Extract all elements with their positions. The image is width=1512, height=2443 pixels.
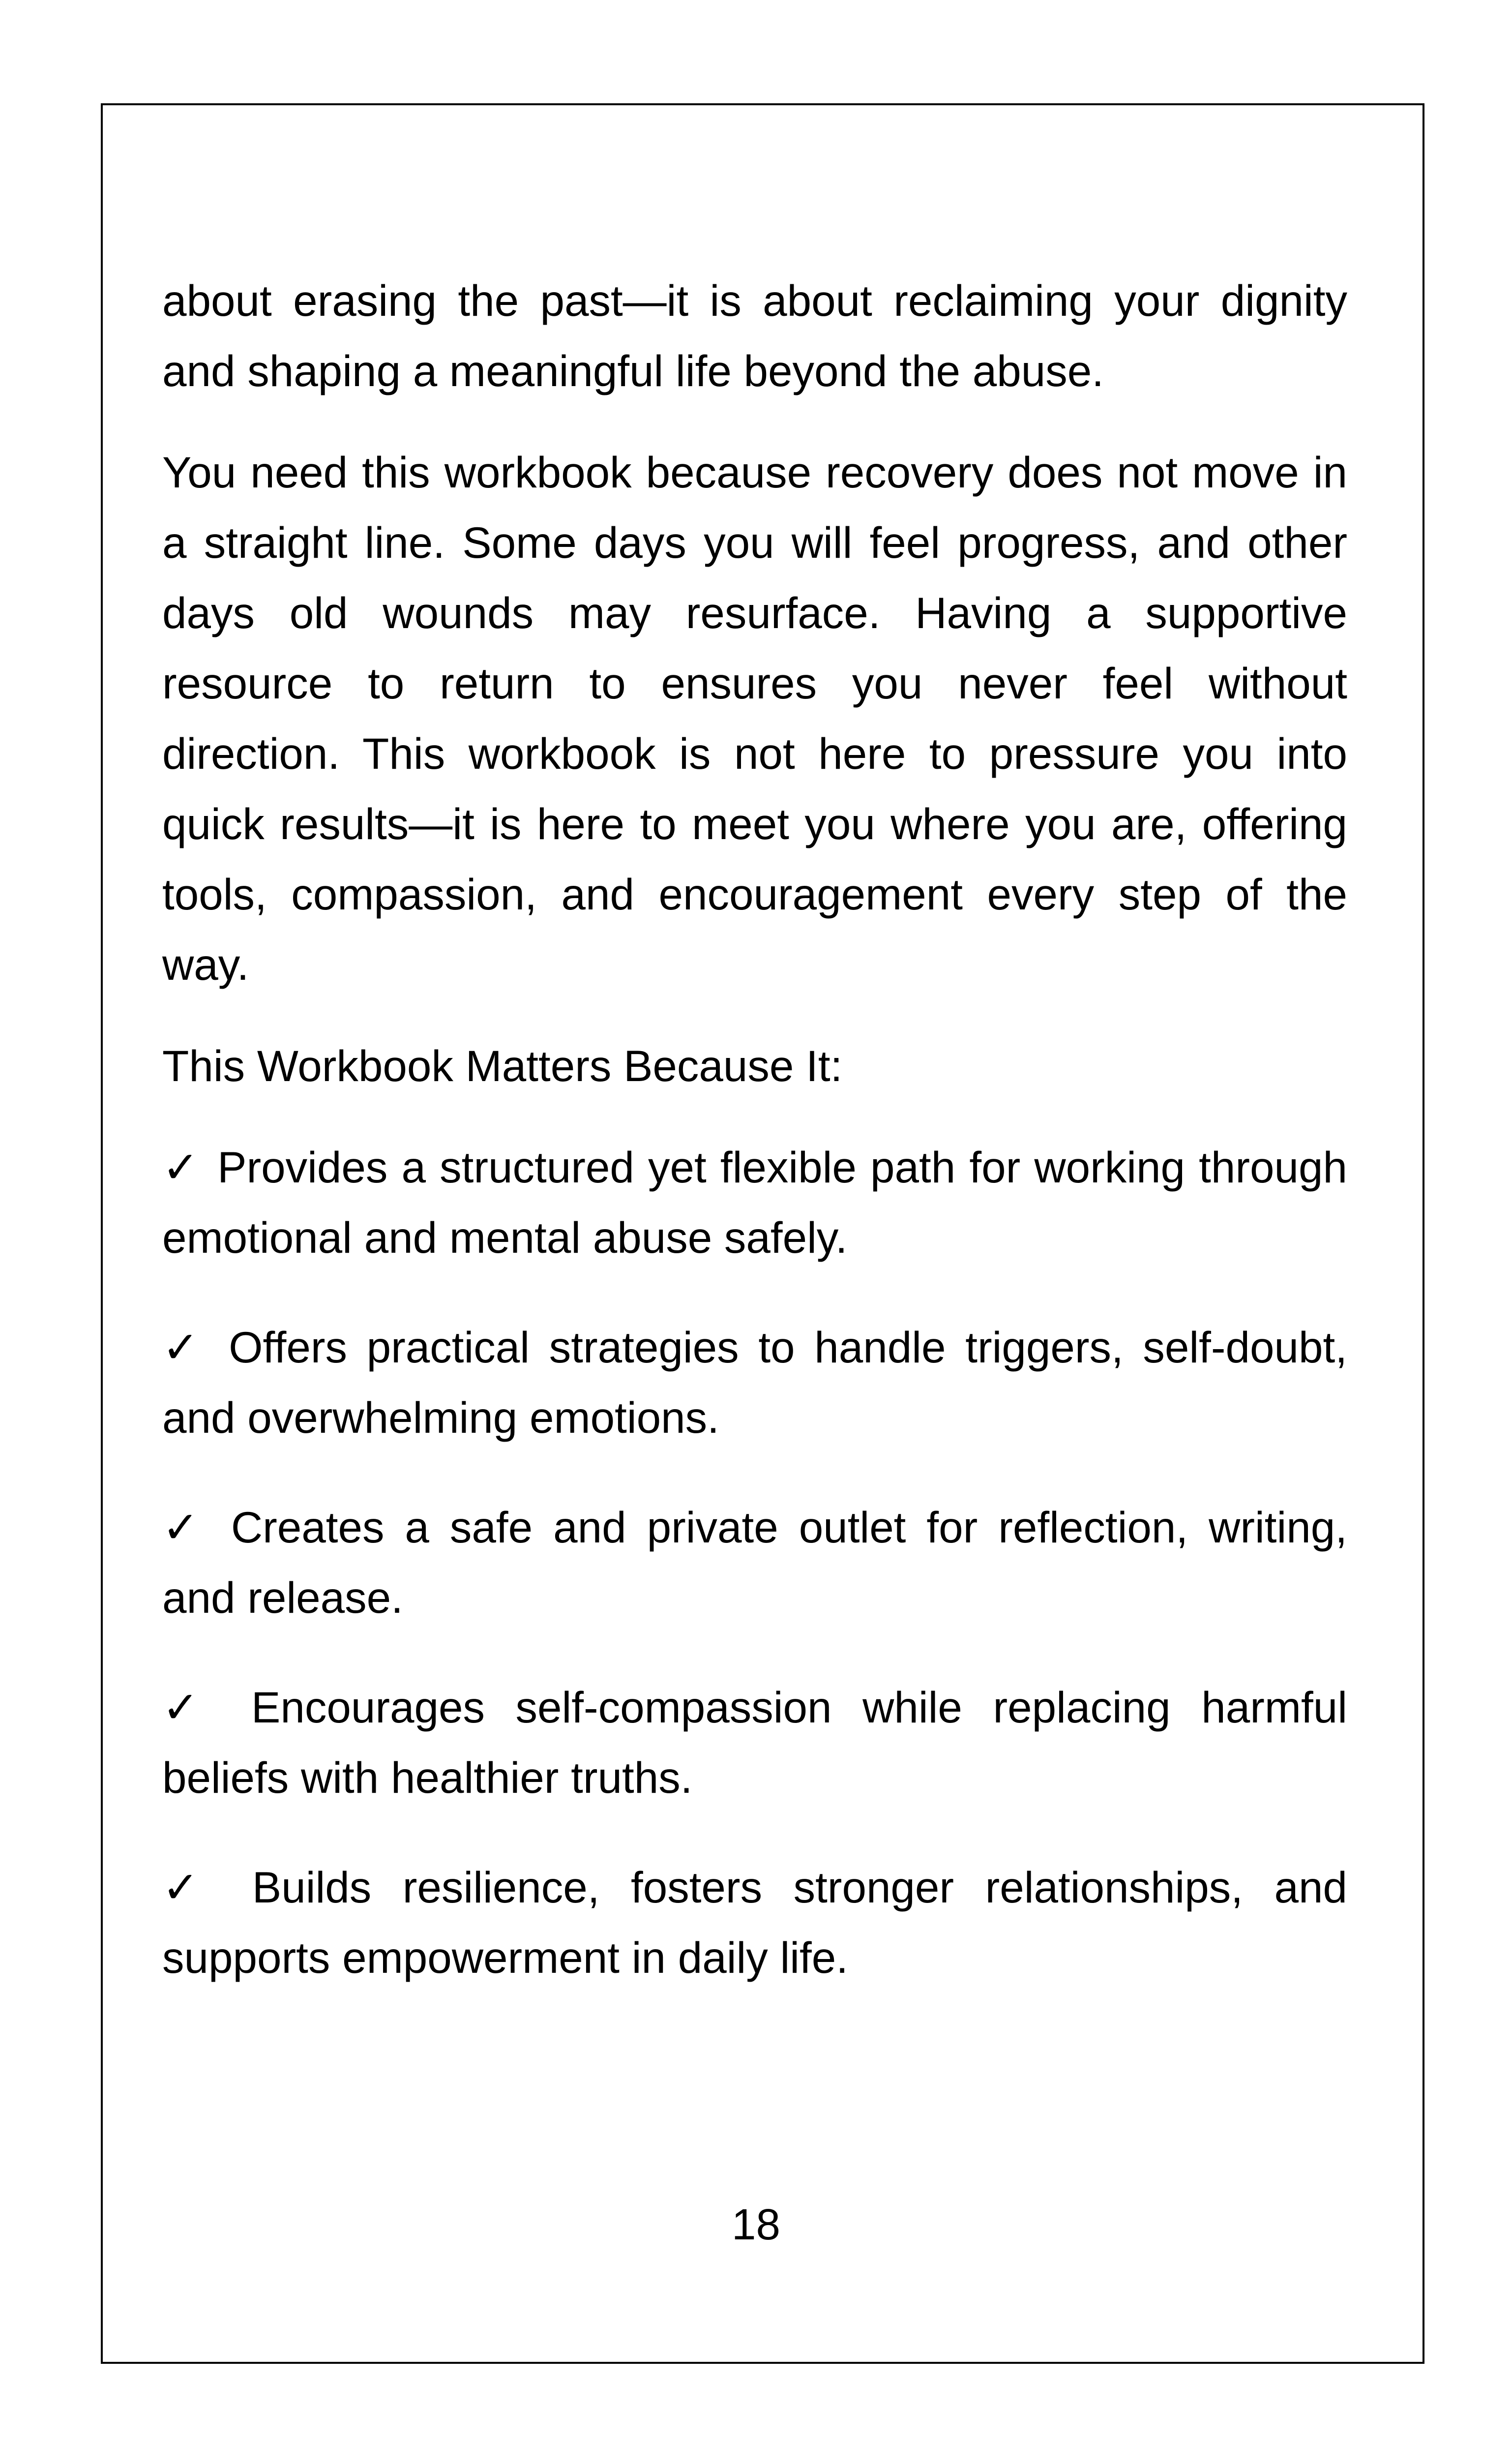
list-item	[162, 1852, 1347, 1993]
list-item-text: Builds resilience, fosters stronger relationships, and supports empowerment in daily life.	[162, 1863, 1347, 1982]
list-heading: This Workbook Matters Because It:	[162, 1041, 843, 1090]
list-item	[162, 1492, 1347, 1633]
page-content	[162, 266, 1347, 2032]
list-item-text: Provides a structured yet flexible path for working through emotional and mental abuse safely.	[162, 1143, 1347, 1262]
page-number: 18	[732, 2200, 780, 2249]
list-item-text: Encourages self-compassion while replacing harmful beliefs with healthier truths.	[162, 1683, 1347, 1802]
list-item	[162, 1672, 1347, 1813]
list-item-text: Creates a safe and private outlet for reflection, writing, and release.	[162, 1503, 1347, 1622]
checkmark-icon: ✓	[162, 1143, 201, 1192]
checkmark-icon: ✓	[162, 1863, 218, 1912]
checkmark-icon: ✓	[162, 1503, 208, 1552]
list-item	[162, 1132, 1347, 1273]
list-item-text: Offers practical strategies to handle triggers, self-doubt, and overwhelming emotions.	[162, 1323, 1347, 1442]
list-item	[162, 1312, 1347, 1453]
checkmark-icon: ✓	[162, 1683, 218, 1732]
paragraph-why-workbook: You need this workbook because recovery does not move in a straight line. Some days you will feel progress, and other days old wounds may resurface. Having a supportive resource to return to ensures you never feel without direction. This workbook is not here to pressure you into quick results—it is here to meet you where you are, offering tools, compassion, and encouragement every step of the way.	[162, 448, 1347, 989]
paragraph-intro: about erasing the past—it is about reclaiming your dignity and shaping a meaningful life beyond the abuse.	[162, 276, 1347, 395]
checkmark-icon: ✓	[162, 1323, 207, 1372]
